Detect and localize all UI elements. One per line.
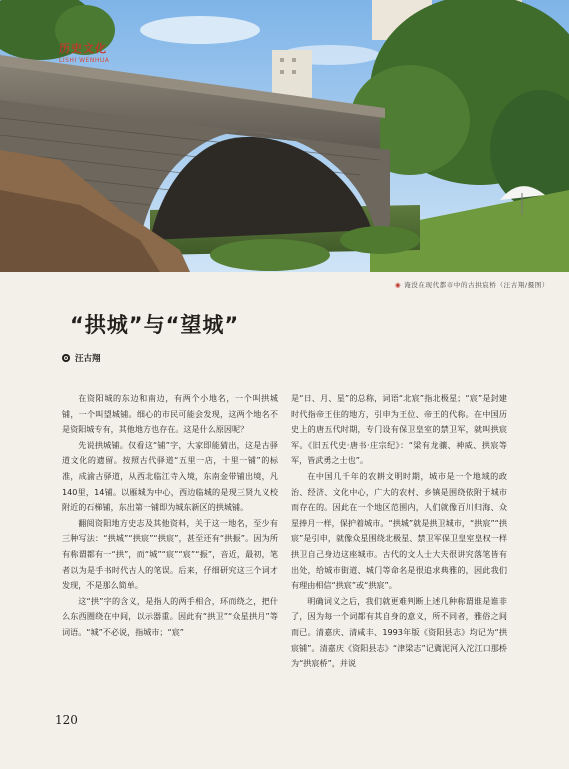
section-label xyxy=(59,40,109,64)
paragraph: 是“日、月、星”的总称，词语“北宸”指北极星；“宸”是封建时代指帝王住的地方，引申为王位、帝王的代称。在中国历史上的唐五代时期，专门设有保卫皇室的禁卫军，就叫拱宸军。《旧五代史·唐书·庄宗纪》：“梁有龙骧、神威、拱宸等军，皆武勇之士也”。 xyxy=(291,393,507,466)
section-title-cn: 历史文化 xyxy=(59,42,107,55)
paragraph: 在中国几千年的农耕文明时期，城市是一个地域的政治、经济、文化中心，广大的农村、乡镇是围绕依附于城市而存在的。因此在一个地区范围内，人们就像百川归海、众星捧月一样，保护着城市。“拱城”就是拱卫城市，“拱宸”“拱宸”是引申，就像众星围绕北极星、禁卫军保卫皇室皇权一样拱卫自己身边这座城市。古代的文人士大夫很讲究落笔皆有出处，给城市街道、城门等命名是很追求典雅的，因此我们有理由相信“拱宸”或“拱宸”。 xyxy=(291,470,507,591)
article-column-right xyxy=(291,391,507,672)
photo-caption xyxy=(395,280,549,289)
author-name: 汪古翔 xyxy=(75,354,101,364)
paragraph: 翻阅资阳地方史志及其他资料，关于这一地名，至少有三种写法：“拱城”“拱宸”“拱宸”，甚至还有“拱振”。因为所有称谓都有一“拱”，而“城”“宸”“宸”“振”，音近，最初，笔者以为是手书时代古人的笔误。后来，仔细研究这三个词才发现，不是那么简单。 xyxy=(62,517,278,591)
paragraph: 这“拱”字的含义，是指人的两手相合，环而绕之，把什么东西圈绕在中间，以示器重。因此有“拱卫”“众星拱月”等词语。“城”不必说，指城市；“宸” xyxy=(62,595,278,637)
paragraph: 先说拱城铺。仅看这“铺”字，大家即能猜出，这是古驿道文化的遗留。按照古代驿道“五里一店，十里一铺”的标准，成渝古驿道，从西北临江寺入境，东南金带铺出境，凡140里，14铺。以雁城为中心，西边临城的是现三贤九义校附近的石梯铺，东出第一铺即为城东新区的拱城铺。 xyxy=(62,439,278,513)
article-title: “拱城”与“望城” xyxy=(70,313,240,337)
caption-bullet-icon: ◉ xyxy=(394,281,402,289)
section-title-pinyin: LISHI WENHUA xyxy=(59,57,110,64)
page-number: 120 xyxy=(55,713,78,727)
paragraph: 明确词义之后，我们就更难判断上述几种称谓谁是谁非了，因为每一个词都有其自身的意义，所不同者，雅俗之间而已。清嘉庆、清咸丰、1993年版《资阳县志》均记为“拱宸铺”。清嘉庆《资阳县志》“津梁志”记冀泥河入沱江口那桥为“拱宸桥”，并说 xyxy=(291,595,507,669)
author-line xyxy=(62,352,101,364)
paragraph: 在资阳城的东边和南边，有两个小地名，一个叫拱城铺，一个叫望城铺。细心的市民可能会发现，这两个地名不是资阳城专有，其他地方也存在。这是什么原因呢？ xyxy=(62,393,278,435)
article-column-left xyxy=(62,391,278,641)
photo-caption-text: 淹没在现代都市中的古拱宸桥（汪古翔/摄图） xyxy=(404,281,549,289)
author-bullet-icon xyxy=(62,354,70,362)
